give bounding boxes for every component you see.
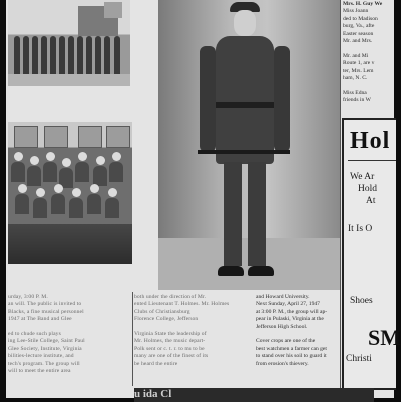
article-line: Blacks, a fine musical personnel xyxy=(8,308,84,315)
society-line: Mr. and Mi xyxy=(343,52,369,59)
band-photo xyxy=(8,0,130,86)
news-line: at 3:00 P. M., the group will ap- xyxy=(256,308,328,315)
ad-text: We Ar xyxy=(350,172,375,182)
ad-text: Hold xyxy=(358,184,377,194)
news-line: and Howard University. xyxy=(256,294,310,300)
society-notes xyxy=(343,1,393,105)
society-line: ham, N. C. xyxy=(343,75,368,82)
article-line: Florence College, Jefferson xyxy=(134,316,199,323)
article-line: ed to chude such plays xyxy=(8,331,61,338)
society-line: friends in W xyxy=(343,97,371,104)
article-middle-column xyxy=(134,294,254,368)
article-line: an will. The public is invited to xyxy=(8,301,82,308)
article-line: urday, 3:00 P. M. xyxy=(8,294,48,300)
society-line: Mr. and Mrs. xyxy=(343,38,373,45)
news-line: pear in Pulaski, Virginia at the xyxy=(256,316,324,323)
group-photo xyxy=(8,122,132,264)
article-left-column xyxy=(8,294,132,375)
news-line: Jefferson High School. xyxy=(256,323,308,330)
society-line: ded to Madison xyxy=(343,15,378,22)
article-line xyxy=(8,324,132,331)
ad-headline: Hol xyxy=(350,128,391,154)
bottom-headline-banner: u ida Cl xyxy=(134,388,374,402)
article-line xyxy=(134,324,254,331)
news-line: best watchmen a farmer can get xyxy=(256,345,327,352)
article-line: will to meet the entire area xyxy=(8,368,71,375)
article-line: be heard the entire xyxy=(134,360,178,367)
society-heading: Mrs. H. Guy We xyxy=(343,1,383,7)
ad-text: Shoes xyxy=(350,296,373,306)
article-line: ented Lieutenant T. Holmes. Mr. Holmes xyxy=(134,301,230,308)
article-line: Glee Society, Institute, Virginia xyxy=(8,345,82,352)
article-line: Mr. Holmes, the music depart- xyxy=(134,338,206,345)
news-item xyxy=(256,294,339,368)
article-line: Polk sent or c. t. r. to mu to be xyxy=(134,345,205,352)
ad-logo: SM xyxy=(368,325,401,350)
society-line: Route 1, are v xyxy=(343,60,375,67)
society-line: ter, Mrs. Lem xyxy=(343,67,374,74)
article-line: Clubs of Christiansburg xyxy=(134,308,190,315)
article-line: both under the direction of Mr. xyxy=(134,294,207,300)
society-line: Easter season xyxy=(343,30,374,37)
ad-text: Christi xyxy=(346,354,372,364)
society-line: Miss Joann xyxy=(343,8,369,15)
news-line: Next Sunday, April 27, 1947 xyxy=(256,301,320,308)
article-line: bilities-lecture institute, and xyxy=(8,353,74,360)
article-line: many are one of the finest of its xyxy=(134,353,209,360)
society-line: burg, Va., afte xyxy=(343,23,375,30)
column-divider xyxy=(132,292,133,386)
newspaper-page xyxy=(6,0,401,400)
article-line: ing Lee-Stile College, Saint Paul xyxy=(8,338,85,345)
society-line xyxy=(343,82,393,89)
news-line: to stand over his soil to guard it xyxy=(256,353,327,360)
article-line: tech's program. The group will xyxy=(8,360,80,367)
society-line xyxy=(343,45,393,52)
ad-text: It Is O xyxy=(348,224,373,234)
officer-portrait-photo xyxy=(158,0,340,290)
news-line: from erosion's thievery. xyxy=(256,360,309,367)
society-line: Miss Edna xyxy=(343,89,367,96)
ad-text: At xyxy=(366,196,376,206)
news-line: Cover crops are one of the xyxy=(256,338,316,345)
column-divider xyxy=(340,0,341,390)
advertisement-box xyxy=(342,118,401,390)
article-line: 1947 at The Band and Glee xyxy=(8,316,72,323)
article-line: Virginia State the leadership of xyxy=(134,331,207,338)
